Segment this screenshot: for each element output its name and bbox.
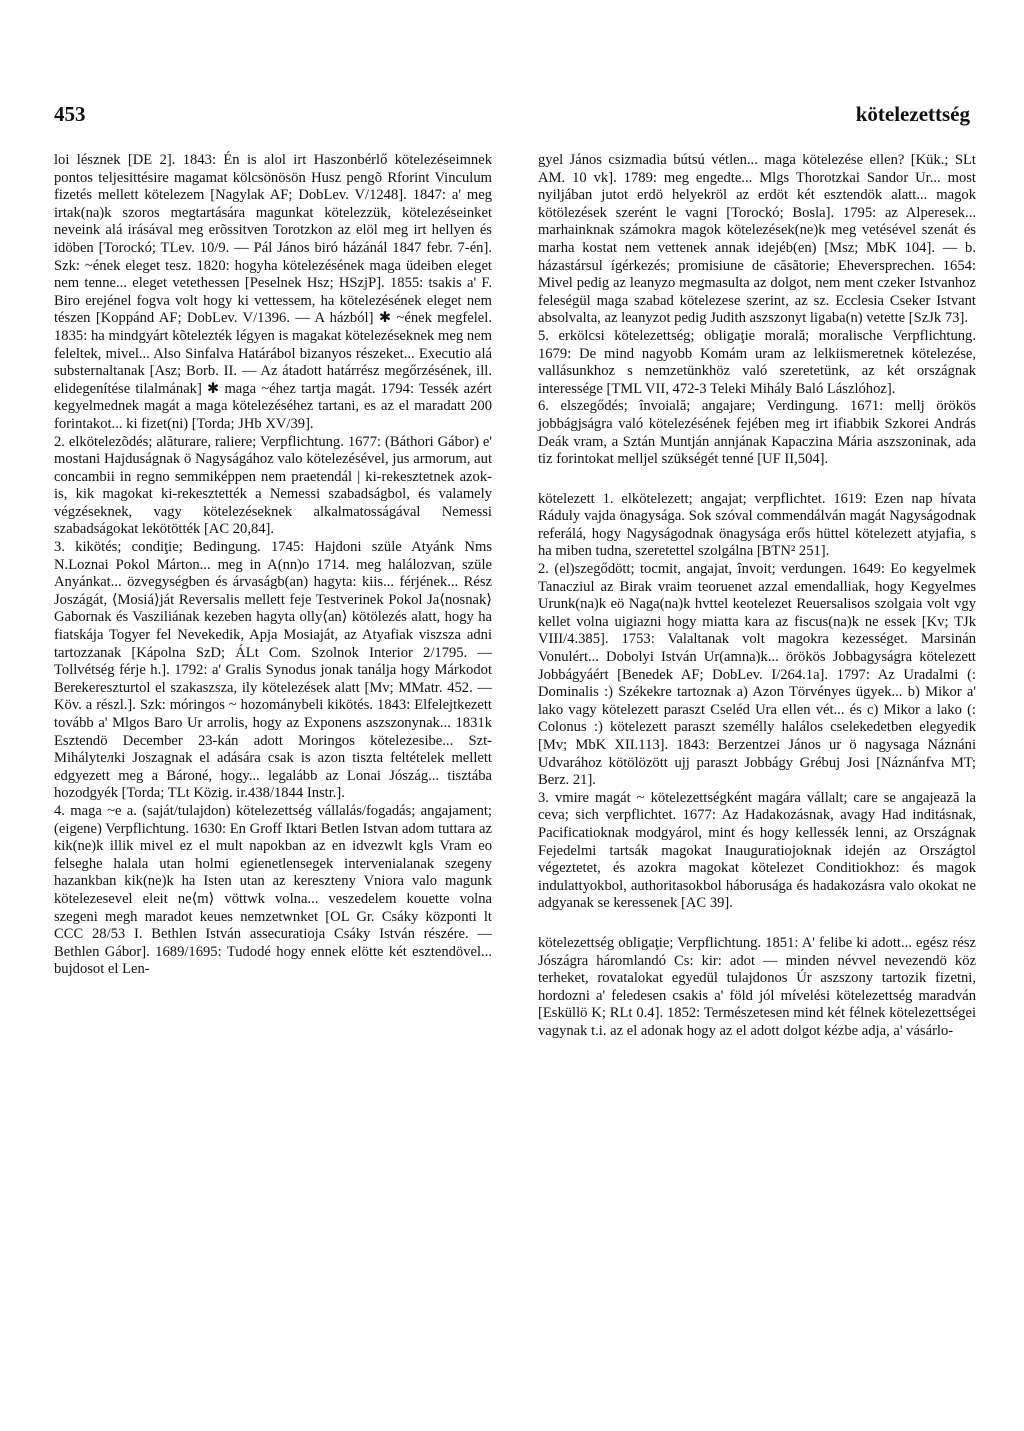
left-column xyxy=(54,152,492,979)
running-headword: kötelezettség xyxy=(855,102,970,126)
entry-paragraph: 5. erkölcsi kötelezettség; obligaţie morală; moralische Verpflichtung. 1679: De mind nagyobb Komám uram az lelkiismeretnek kötelezése, vallásunkhoz s nemzetünkhöz való szeretetünk, az két országnak interessége [TML VII, 472-3 Teleki Mihály Baló Lászlóhoz]. xyxy=(538,327,976,397)
page-header xyxy=(54,102,970,132)
entry-paragraph: kötelezett 1. elkötelezett; angajat; verpflichtet. 1619: Ezen nap hívata Ráduly vajda önagysága. Sok szóval commendálván magát Nagyságodnak referálá, hogy Nagyságodnak önagysága erős hüttel kötelezett atyjafia, s ha miben tudna, szeretettel szolgálna [BTN² 251]. xyxy=(538,490,976,560)
entry-paragraph: 3. kikötés; condiţie; Bedingung. 1745: Hajdoni szüle Atyánk Nms N.Loznai Pokol Márton... meg in A(nn)o 1714. meg halálozvan, szüle Anyánkat... özvegységben és árvaságb(an) hagyta: kiis... férjének... Rész Joszágát, ⟨Mosiá⟩ját Reversalis mellett feje Testverinek Pokol Ja⟨nosnak⟩ Gabornak és Vasziliának kezeben hagyta olly⟨an⟩ kötölezés alatt, hogy ha fiatskája Togyer fel Nevekedik, Apja Mosiaját, az Atyafiak viszsza adni tartozzanak [Kápolna SzD; ÁLt Com. Szolnok Interior 2/1795. — Tollvétség férje h.]. 1792: a' Gralis Synodus jonak tanálja hogy Márkodot Berekereszturtol el szakaszsza, ily kötelezések alatt [Mv; MMatr. 452. — Köv. a részl.]. Szk: móringos ~ hozománybeli kikötés. 1843: Elfelejtkezett tovább a' Mlgos Baro Ur arrolis, hogy az Exponens aszszonynak... 1831k Esztendö December 23-kán adott Moringos kötelezesibe... Szt-Mihályteлki Joszagnak el adására csak is azon tiszta feltételek mellett edgyezett meg a Bárоné, hogy... legalább az Lonai Jószág... tisztába hozodgyék [Torda; TLt Közig. ir.438/1844 Instr.]. xyxy=(54,539,492,802)
page-number: 453 xyxy=(54,102,86,126)
entry-paragraph: 6. elszegődés; învoială; angajare; Verdingung. 1671: mellj örökös jobbágjságra való kötelezésének fejében meg irt ifiabbik Szkorei András Deák vram, a Sztán Muntján annjának Kapaczina Mária aszszoninak, ada tiz forintokat melljel szükségét tenné [UF II,504]. xyxy=(538,398,976,468)
entry-paragraph: 2. elkötelezõdés; alăturare, raliere; Verpflichtung. 1677: (Báthori Gábor) e' mostani Hajduságnak ö Nagyságához valo kötelezésével, jus armorum, aut concambii in regno semmiképpen nem praetendál | ki-rekesztetnek azok-is, kik magokat ki-rekesztették a Nemessi szabadságbol, és valamely végzéseknek, vagy kötelezéseknek alkalmatosságával Nemessi szabadságokat lekötötték [AC 20,84]. xyxy=(54,433,492,538)
entry-paragraph: 4. maga ~e a. (saját/tulajdon) kötelezettség vállalás/fogadás; angajament; (eigene) Verpflichtung. 1630: En Groff Iktari Betlen Istvan adom tuttara az kik(ne)k illik mivel ez el mult napokban az en idvezwlt kgls Vram eo felseghe halala utan holmi egienetlensegek intervenialanak szegeny hazankban kik(ne)k ha Isten utan az kereszteny Vniora valo magunk kötelezesevel eleit ne⟨m⟩ vöttwk volna... veszedelem kouette volna szegeni megh maradot keues nemzetwnket [OL Gr. Csáky központi lt CCC 28/53 I. Bethlen István assecuratioja Csáky István részére. — Bethlen Gábor]. 1689/1695: Tudodé hogy ennek elötte két esztendövel... bujdosot el Len- xyxy=(54,802,492,978)
entry-paragraph: gyel János csizmadia bútsú vétlen... maga kötelezése ellen? [Kük.; SLt AM. 10 vk]. 1789: meg engedte... Mlgs Thorotzkai Sandor Ur... most nyiljában jutot erdö helyekröl az erdöt két esztendök alatt... magok kötölezések szerént le vagni [Torockó; Bosla]. 1795: az Alperesek... marhainknak számokra magok kötelezések(ne)k meg vetésével szenát és marha kostat nem vettenek annak idejéb(en) [Msz; MbK 104]. — b. házastársul ígérkezés; promisiune de căsătorie; Eheversprechen. 1654: Mivel pedig az leanyzo megmasulta az dolgot, nem ment czeker Istvanhoz feleségül maga szabad kötelezese szerint, az sz. Ecclesia Cseker Istvant absolvalta, az leanyzot pedig Judith aszszonyt ligaba(n) vetette [SzJk 73]. xyxy=(538,152,976,327)
right-column xyxy=(538,152,976,1041)
entry-paragraph: 3. vmire magát ~ kötelezettségként magára vállalt; care se angajează la ceva; sich verpflichtet. 1677: Az Hadakozásnak, avagy Had inditásnak, Pacificatioknak modgyárol, mint és hogy kellessék lenni, az Országnak Fejedelmi tartsák magokat Inauguratiojoknak idején az Országtol végeztetet, és azokra magokat kötelezet Conditiokhoz: és magok indulattyokbol, authoritasokbol háborusága és hadakozásra valo okokat ne adgyanak se keressenek [AC 39]. xyxy=(538,789,976,912)
entry-paragraph: 2. (el)szegődött; tocmit, angajat, învoit; verdungen. 1649: Eo kegyelmek Tanacziul az Birak vraim teoruenet azzal emendalliak, hogy Kegyelmes Urunk(na)k eö Naga(na)k hvttel keotelezet Reuersalisos szolgaia volt vgy kellet volna uigiazni hogy miatta kara az fiscus(na)k ne essek [Kv; TJk VIII/4.385]. 1753: Valaltanak volt magokra kezességet. Marsinán Vonulért... Dobolyi István Ur(amna)k... örökös Jobbagyságra kötelezett Jobbágyáért [Benedek AF; DobLev. I/264.1a]. 1797: Az Uradalmi (: Dominalis :) Székekre tartoznak a) Azon Törvényes ügyek... b) Mikor a' lako vagy kötelezett paraszt Cseléd Ura ellen vét... és c) Mikor a lako (: Colonus :) kötelezett paraszt személly halálos cselekedetben elegyedik [Mv; MbK XII.113]. 1843: Berzentzei János ur ö nagysaga Náznáni Udvarához kötölözött ujj paraszt Jobbágy Grébuj Josi [Náznánfva MT; Berz. 21]. xyxy=(538,561,976,789)
entry-paragraph: kötelezettség obligaţie; Verpflichtung. 1851: A' felibe ki adott... egész rész Jószágra háromlandó Cs: kir: adot — minden névvel nevezendö köz terheket, rovatalokat egyedül tulajdonos Úr aszszony tartozik fizetni, hordozni a' feledesen csakis a' föld jól mívelési kötelezettség maradván [Esküllö K; RLt 0.4]. 1852: Természetesen mind két félnek kötelezettségei vagynak t.i. az el adonak hogy az el adott dolgot kézbe adja, a' vásárlo- xyxy=(538,934,976,1039)
entry-paragraph: loi lésznek [DE 2]. 1843: Én is alol irt Haszonbérlő kötelezéseimnek pontos teljesittésire magamat kölcsönösön Husz pengõ Rforint Vinculum fizetés mellett kötelezem [Nagylak AF; DobLev. V/1248]. 1847: a' meg irtak(na)k szoros megtartására magunkat kötelezzük, kötelezéseinket neveink alá irásával meg erõssitven Torotzkon az elöl meg irt hellyen és idöben [Torockó; TLev. 10/9. — Pál János biró házánál 1847 febr. 7-én]. Szk: ~ének eleget tesz. 1820: hogyha kötelezésének maga üdeiben eleget nem tenne... eleget vetethessen [Peselnek Hsz; HSzjP]. 1855: tsakis a' F. Biro erejénel fogva volt hogy ki vettessem, ha kötelezésének eleget nem tészen [Koppánd AF; DobLev. V/1396. — A házból] ✱ ~ének megfelel. 1835: ha mindgyárt kõtelezték légyen is magakat kötelezéseknek meg nem feleltek, mivel... Also Sinfalva Határábol bizanyos részeket... Executio alá substernaltanak [Asz; Borb. II. — Az átadott határrész megőrzésének, ill. elidegenítése tilalmának] ✱ maga ~éhez tartja magát. 1794: Tessék azért kegyelmednek magát a maga kötelezéséhez tartani, es az el maradatt 200 forintakot... ki fizet(ni) [Torda; JHb XV/39]. xyxy=(54,152,492,432)
